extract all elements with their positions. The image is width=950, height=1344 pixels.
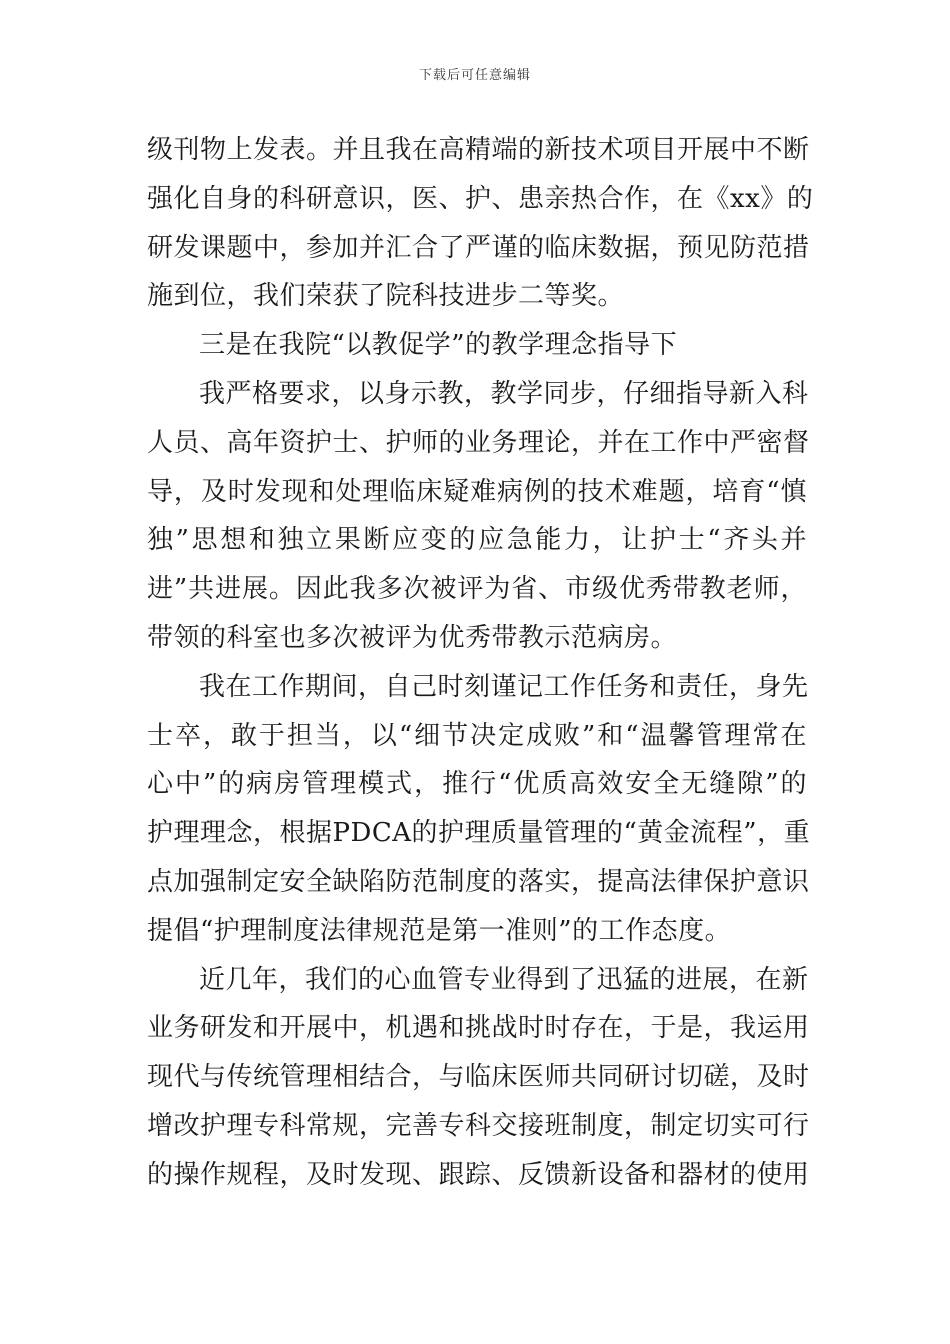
document-body <box>147 126 814 1200</box>
text-line: 导，及时发现和处理临床疑难病例的技术难题，培育“慎 <box>147 476 807 507</box>
text-line: 业务研发和开展中，机遇和挑战时时存在，于是，我运用 <box>147 1013 810 1044</box>
text-line: 近几年，我们的心血管专业得到了迅猛的进展，在新 <box>199 964 809 995</box>
text-line: 心中”的病房管理模式，推行“优质高效安全无缝隙”的 <box>147 769 807 800</box>
paragraph <box>147 663 811 956</box>
text-line: 施到位，我们荣获了院科技进步二等奖。 <box>147 281 625 312</box>
text-line: 强化自身的科研意识，医、护、患亲热合作，在《xx》的 <box>147 183 814 214</box>
paragraph <box>147 126 814 321</box>
text-line: 士卒，敢于担当，以“细节决定成败”和“温馨管理常在 <box>147 720 807 751</box>
page-header: 下载后可任意编辑 <box>418 68 531 83</box>
text-line: 护理理念，根据PDCA的护理质量管理的“黄金流程”，重 <box>147 818 811 849</box>
text-line: 点加强制定安全缺陷防范制度的落实，提高法律保护意识 <box>147 866 810 897</box>
text-line: 研发课题中，参加并汇合了严谨的临床数据，预见防范措 <box>147 232 810 263</box>
text-line: 级刊物上发表。并且我在高精端的新技术项目开展中不断 <box>147 135 810 165</box>
text-line: 人员、高年资护士、护师的业务理论，并在工作中严密督 <box>147 427 810 458</box>
text-line: 现代与传统管理相结合，与临床医师共同研讨切磋，及时 <box>147 1062 810 1093</box>
text-line: 提倡“护理制度法律规范是第一准则”的工作态度。 <box>147 915 732 946</box>
section-heading: 三是在我院“以教促学”的教学理念指导下 <box>199 330 678 361</box>
paragraph <box>147 956 810 1200</box>
text-line: 进”共进展。因此我多次被评为省、市级优秀带教老师， <box>147 574 807 605</box>
paragraph <box>147 321 807 370</box>
text-line: 我严格要求，以身示教，教学同步，仔细指导新入科 <box>199 378 809 409</box>
text-line: 的操作规程，及时发现、跟踪、反馈新设备和器材的使用 <box>147 1159 810 1190</box>
text-line: 带领的科室也多次被评为优秀带教示范病房。 <box>147 622 678 653</box>
text-line: 我在工作期间，自己时刻谨记工作任务和责任，身先 <box>199 671 809 702</box>
text-line: 独”思想和独立果断应变的应急能力，让护士“齐头并 <box>147 525 807 556</box>
paragraph <box>147 370 810 663</box>
text-line: 增改护理专科常规，完善专科交接班制度，制定切实可行 <box>147 1110 810 1141</box>
